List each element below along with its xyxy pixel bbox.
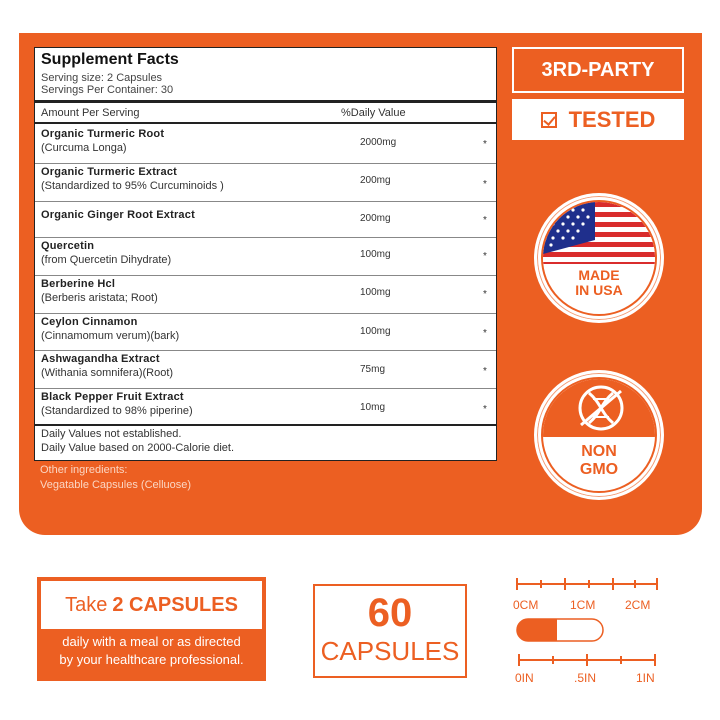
ingredient-detail: (Standardized to 98% piperine): [41, 405, 193, 417]
capsule-count-box: [313, 584, 467, 678]
ingredient-name: Quercetin: [41, 240, 95, 252]
made-label: MADE: [578, 267, 620, 283]
ingredient-detail: (Curcuma Longa): [41, 142, 127, 154]
ingredient-amount: 75mg: [360, 364, 386, 375]
ingredient-amount: 100mg: [360, 249, 391, 260]
ingredient-name: Black Pepper Fruit Extract: [41, 391, 184, 403]
ingredient-name: Ceylon Cinnamon: [41, 316, 138, 328]
directions-line-1: daily with a meal or as directed: [62, 634, 241, 649]
header-daily-value: %Daily Value: [341, 107, 406, 119]
ruler-in-1: 1IN: [636, 671, 655, 685]
capsule-count: 60: [367, 591, 413, 635]
ingredient-amount: 200mg: [360, 213, 391, 224]
in-usa-label: IN USA: [575, 282, 623, 298]
ingredient-detail: (Standardized to 95% Curcuminoids ): [41, 180, 224, 192]
facts-row: [35, 237, 496, 275]
third-party-tested-badge: [512, 47, 684, 140]
made-in-usa-ring: [541, 200, 657, 316]
ruler-cm-2: 2CM: [625, 598, 651, 612]
ingredient-amount: 100mg: [360, 287, 391, 298]
ruler-cm-0: 0CM: [513, 598, 539, 612]
other-ingredients-label: Other ingredients:: [40, 464, 128, 476]
daily-value-mark: *: [483, 404, 487, 415]
facts-row: [35, 201, 496, 237]
facts-row: [35, 163, 496, 201]
ingredient-detail: (Cinnamomum verum)(bark): [41, 330, 180, 342]
capsule-count-label: CAPSULES: [320, 636, 460, 666]
non-label: NON: [581, 443, 617, 460]
facts-divider: [35, 100, 496, 103]
facts-row: [35, 313, 496, 350]
facts-divider: [35, 122, 496, 124]
ingredient-name: Organic Turmeric Root: [41, 128, 165, 140]
ingredient-name: Berberine Hcl: [41, 278, 116, 290]
ingredient-detail: (Withania somnifera)(Root): [41, 367, 174, 379]
ingredient-name: Organic Ginger Root Extract: [41, 209, 195, 221]
non-gmo-ring: [541, 377, 657, 493]
dosage-box: [37, 577, 266, 681]
facts-row: [35, 275, 496, 313]
gmo-label: GMO: [579, 461, 619, 478]
daily-value-mark: *: [483, 289, 487, 300]
footnote-calorie-diet: Daily Value based on 2000-Calorie diet.: [41, 442, 235, 454]
capsule-icon: [517, 619, 603, 641]
take-prefix: Take: [65, 593, 108, 616]
ruler-cm-1: 1CM: [570, 598, 596, 612]
supplement-facts-panel: [34, 47, 497, 461]
ingredient-detail: (from Quercetin Dihydrate): [41, 254, 172, 266]
take-amount: 2 CAPSULES: [112, 593, 238, 616]
non-gmo-badge: [534, 370, 664, 500]
daily-value-mark: *: [483, 139, 487, 150]
tested-label: TESTED: [568, 106, 656, 132]
facts-divider: [35, 424, 496, 426]
non-gmo-text: [543, 443, 655, 479]
facts-row: [35, 350, 496, 388]
dna-icon: [543, 379, 657, 437]
checkbox-icon: [541, 112, 557, 128]
ruler-in-half: .5IN: [574, 671, 597, 685]
servings-per-container: Servings Per Container: 30: [41, 84, 174, 96]
serving-size: Serving size: 2 Capsules: [41, 72, 163, 84]
ingredient-amount: 2000mg: [360, 137, 397, 148]
daily-value-mark: *: [483, 179, 487, 190]
ingredient-amount: 100mg: [360, 326, 391, 337]
made-in-usa-badge: [534, 193, 664, 323]
made-in-usa-text: [543, 268, 655, 298]
footnote-not-established: Daily Values not established.: [41, 428, 182, 440]
daily-value-mark: *: [483, 328, 487, 339]
other-ingredients: [40, 463, 191, 493]
facts-row: [35, 125, 496, 163]
take-capsules-line: [41, 581, 262, 629]
usa-flag-icon: [543, 202, 657, 264]
tested-label-box: [512, 99, 684, 140]
daily-value-mark: *: [483, 251, 487, 262]
third-party-label: 3RD-PARTY: [512, 47, 684, 93]
ingredient-amount: 10mg: [360, 402, 386, 413]
daily-value-mark: *: [483, 366, 487, 377]
facts-row: [35, 388, 496, 425]
other-ingredients-value: Vegatable Capsules (Celluose): [40, 479, 192, 491]
dosage-directions: [37, 633, 266, 669]
facts-title: Supplement Facts: [41, 51, 179, 68]
ingredient-amount: 200mg: [360, 175, 391, 186]
ingredient-name: Organic Turmeric Extract: [41, 166, 178, 178]
ingredient-detail: (Berberis aristata; Root): [41, 292, 158, 304]
daily-value-mark: *: [483, 215, 487, 226]
ingredient-name: Ashwagandha Extract: [41, 353, 160, 365]
directions-line-2: by your healthcare professional.: [59, 652, 244, 667]
ruler-in-0: 0IN: [515, 671, 534, 685]
header-amount: Amount Per Serving: [41, 107, 140, 119]
